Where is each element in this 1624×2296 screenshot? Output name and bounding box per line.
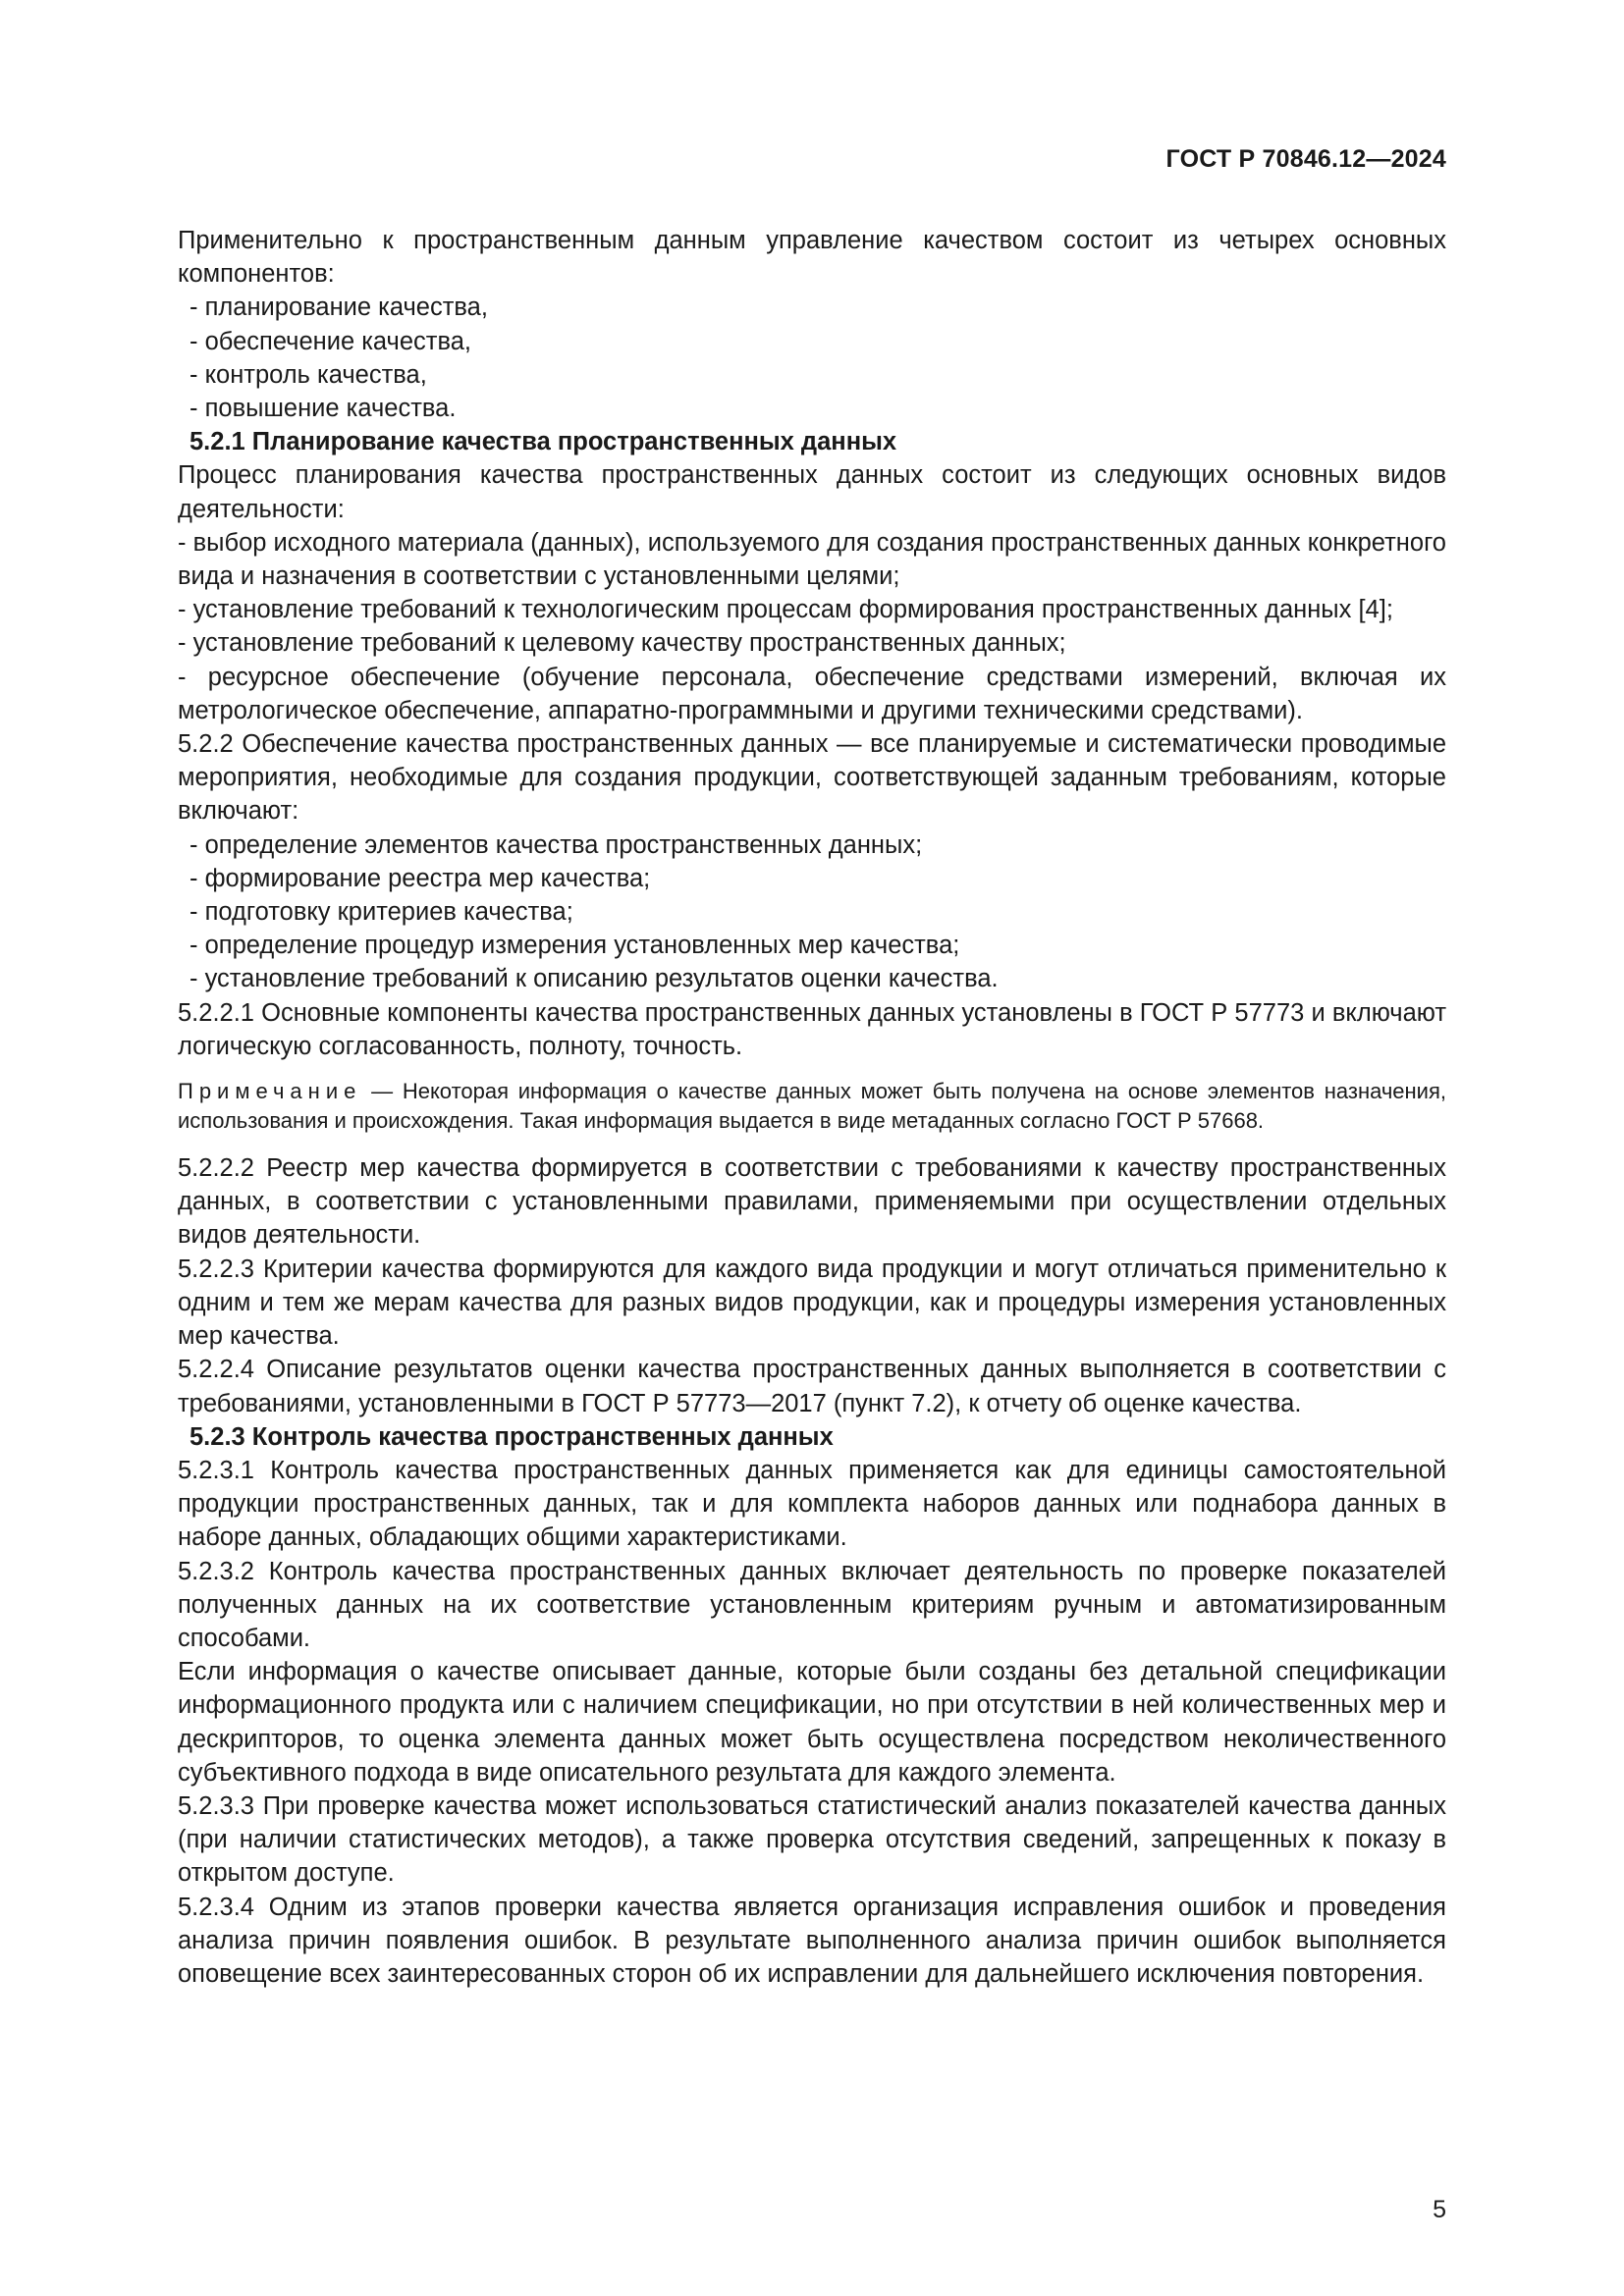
- paragraph-5-2-3-2: 5.2.3.2 Контроль качества пространственных данных включает деятельность по проверке показателей полученных данных на их соответствие установленным критериям ручным и автоматизированным способами.: [178, 1557, 1446, 1652]
- component-item: - контроль качества,: [189, 360, 427, 389]
- component-item: - повышение качества.: [189, 395, 457, 423]
- section-5-2-1-intro: Процесс планирования качества пространственных данных состоит из следующих основных видов деятельности:: [178, 461, 1446, 523]
- section-heading-5-2-1: 5.2.1 Планирование качества пространственных данных: [189, 428, 897, 456]
- paragraph-5-2-2-2: 5.2.2.2 Реестр мер качества формируется в соответствии с требованиями к качеству пространственных данных, в соответствии с установленными правилами, применяемыми при осуществлении отдельных видов деятельности.: [178, 1154, 1446, 1250]
- section-heading-5-2-3: 5.2.3 Контроль качества пространственных данных: [189, 1422, 834, 1451]
- paragraph-5-2-2-4: 5.2.2.4 Описание результатов оценки качества пространственных данных выполняется в соответствии с требованиями, установленными в ГОСТ Р 57773—2017 (пункт 7.2), к отчету об оценке качества.: [178, 1356, 1446, 1417]
- list-item: - ресурсное обеспечение (обучение персонала, обеспечение средствами измерений, включая их метрологическое обеспечение, аппаратно-программными и другими техническими средствами).: [178, 663, 1446, 724]
- page-number: 5: [1433, 2196, 1446, 2223]
- list-item: - установление требований к описанию результатов оценки качества.: [189, 965, 999, 993]
- intro-paragraph: Применительно к пространственным данным управление качеством состоит из четырех основных компонентов:: [178, 227, 1446, 289]
- component-item: - обеспечение качества,: [189, 327, 471, 355]
- paragraph-5-2-3-4: 5.2.3.4 Одним из этапов проверки качества является организация исправления ошибок и проведения анализа причин появления ошибок. В результате выполненного анализа причин ошибок выполняется оповещение всех заинтересованных сторон об их исправлении для дальнейшего исключения повторения.: [178, 1893, 1446, 1988]
- paragraph-5-2-3-3: 5.2.3.3 При проверке качества может использоваться статистический анализ показателей качества данных (при наличии статистических методов), а также проверка отсутствия сведений, запрещенных к показу в открытом доступе.: [178, 1791, 1446, 1888]
- list-item: - определение элементов качества пространственных данных;: [189, 830, 923, 859]
- paragraph-5-2-3-1: 5.2.3.1 Контроль качества пространственных данных применяется как для единицы самостоятельной продукции пространственных данных, так и для комплекта наборов данных или поднабора данных в наборе данных, обладающих общими характеристиками.: [178, 1456, 1446, 1552]
- paragraph-5-2-2-3: 5.2.2.3 Критерии качества формируются для каждого вида продукции и могут отличаться применительно к одним и тем же мерам качества для разных видов продукции, как и процедуры измерения установленных мер качества.: [178, 1255, 1446, 1351]
- list-item: - установление требований к технологическим процессам формирования пространственных данных [4];: [178, 596, 1393, 624]
- list-item: - установление требований к целевому качеству пространственных данных;: [178, 629, 1066, 658]
- list-item: - определение процедур измерения установленных мер качества;: [189, 932, 960, 960]
- component-item: - планирование качества,: [189, 294, 488, 322]
- note-text: — Некоторая информация о качестве данных может быть получена на основе элементов назначения, использования и происхождения. Такая информация выдается в виде метаданных согласно ГОСТ Р 57668.: [178, 1079, 1446, 1134]
- list-item: - формирование реестра мер качества;: [189, 864, 651, 892]
- document-body: [178, 224, 1446, 1991]
- paragraph-5-2-2-1: 5.2.2.1 Основные компоненты качества пространственных данных установлены в ГОСТ Р 57773 и включают логическую согласованность, полноту, точность.: [178, 998, 1446, 1060]
- list-item: - подготовку критериев качества;: [189, 898, 573, 927]
- note-label: Примечание: [178, 1079, 362, 1104]
- document-header: ГОСТ Р 70846.12—2024: [1165, 145, 1446, 173]
- paragraph-informal-assessment: Если информация о качестве описывает данные, которые были созданы без детальной спецификации информационного продукта или с наличием спецификации, но при отсутствии в ней количественных мер и дескрипторов, то оценка элемента данных может быть осуществлена посредством неколичественного субъективного подхода в виде описательного результата для каждого элемента.: [178, 1658, 1446, 1787]
- list-item: - выбор исходного материала (данных), используемого для создания пространственных данных конкретного вида и назначения в соответствии с установленными целями;: [178, 528, 1446, 591]
- section-5-2-2-intro: 5.2.2 Обеспечение качества пространственных данных — все планируемые и систематически проводимые мероприятия, необходимые для создания продукции, соответствующей заданным требованиям, которые включают:: [178, 730, 1446, 826]
- note: [178, 1077, 1446, 1136]
